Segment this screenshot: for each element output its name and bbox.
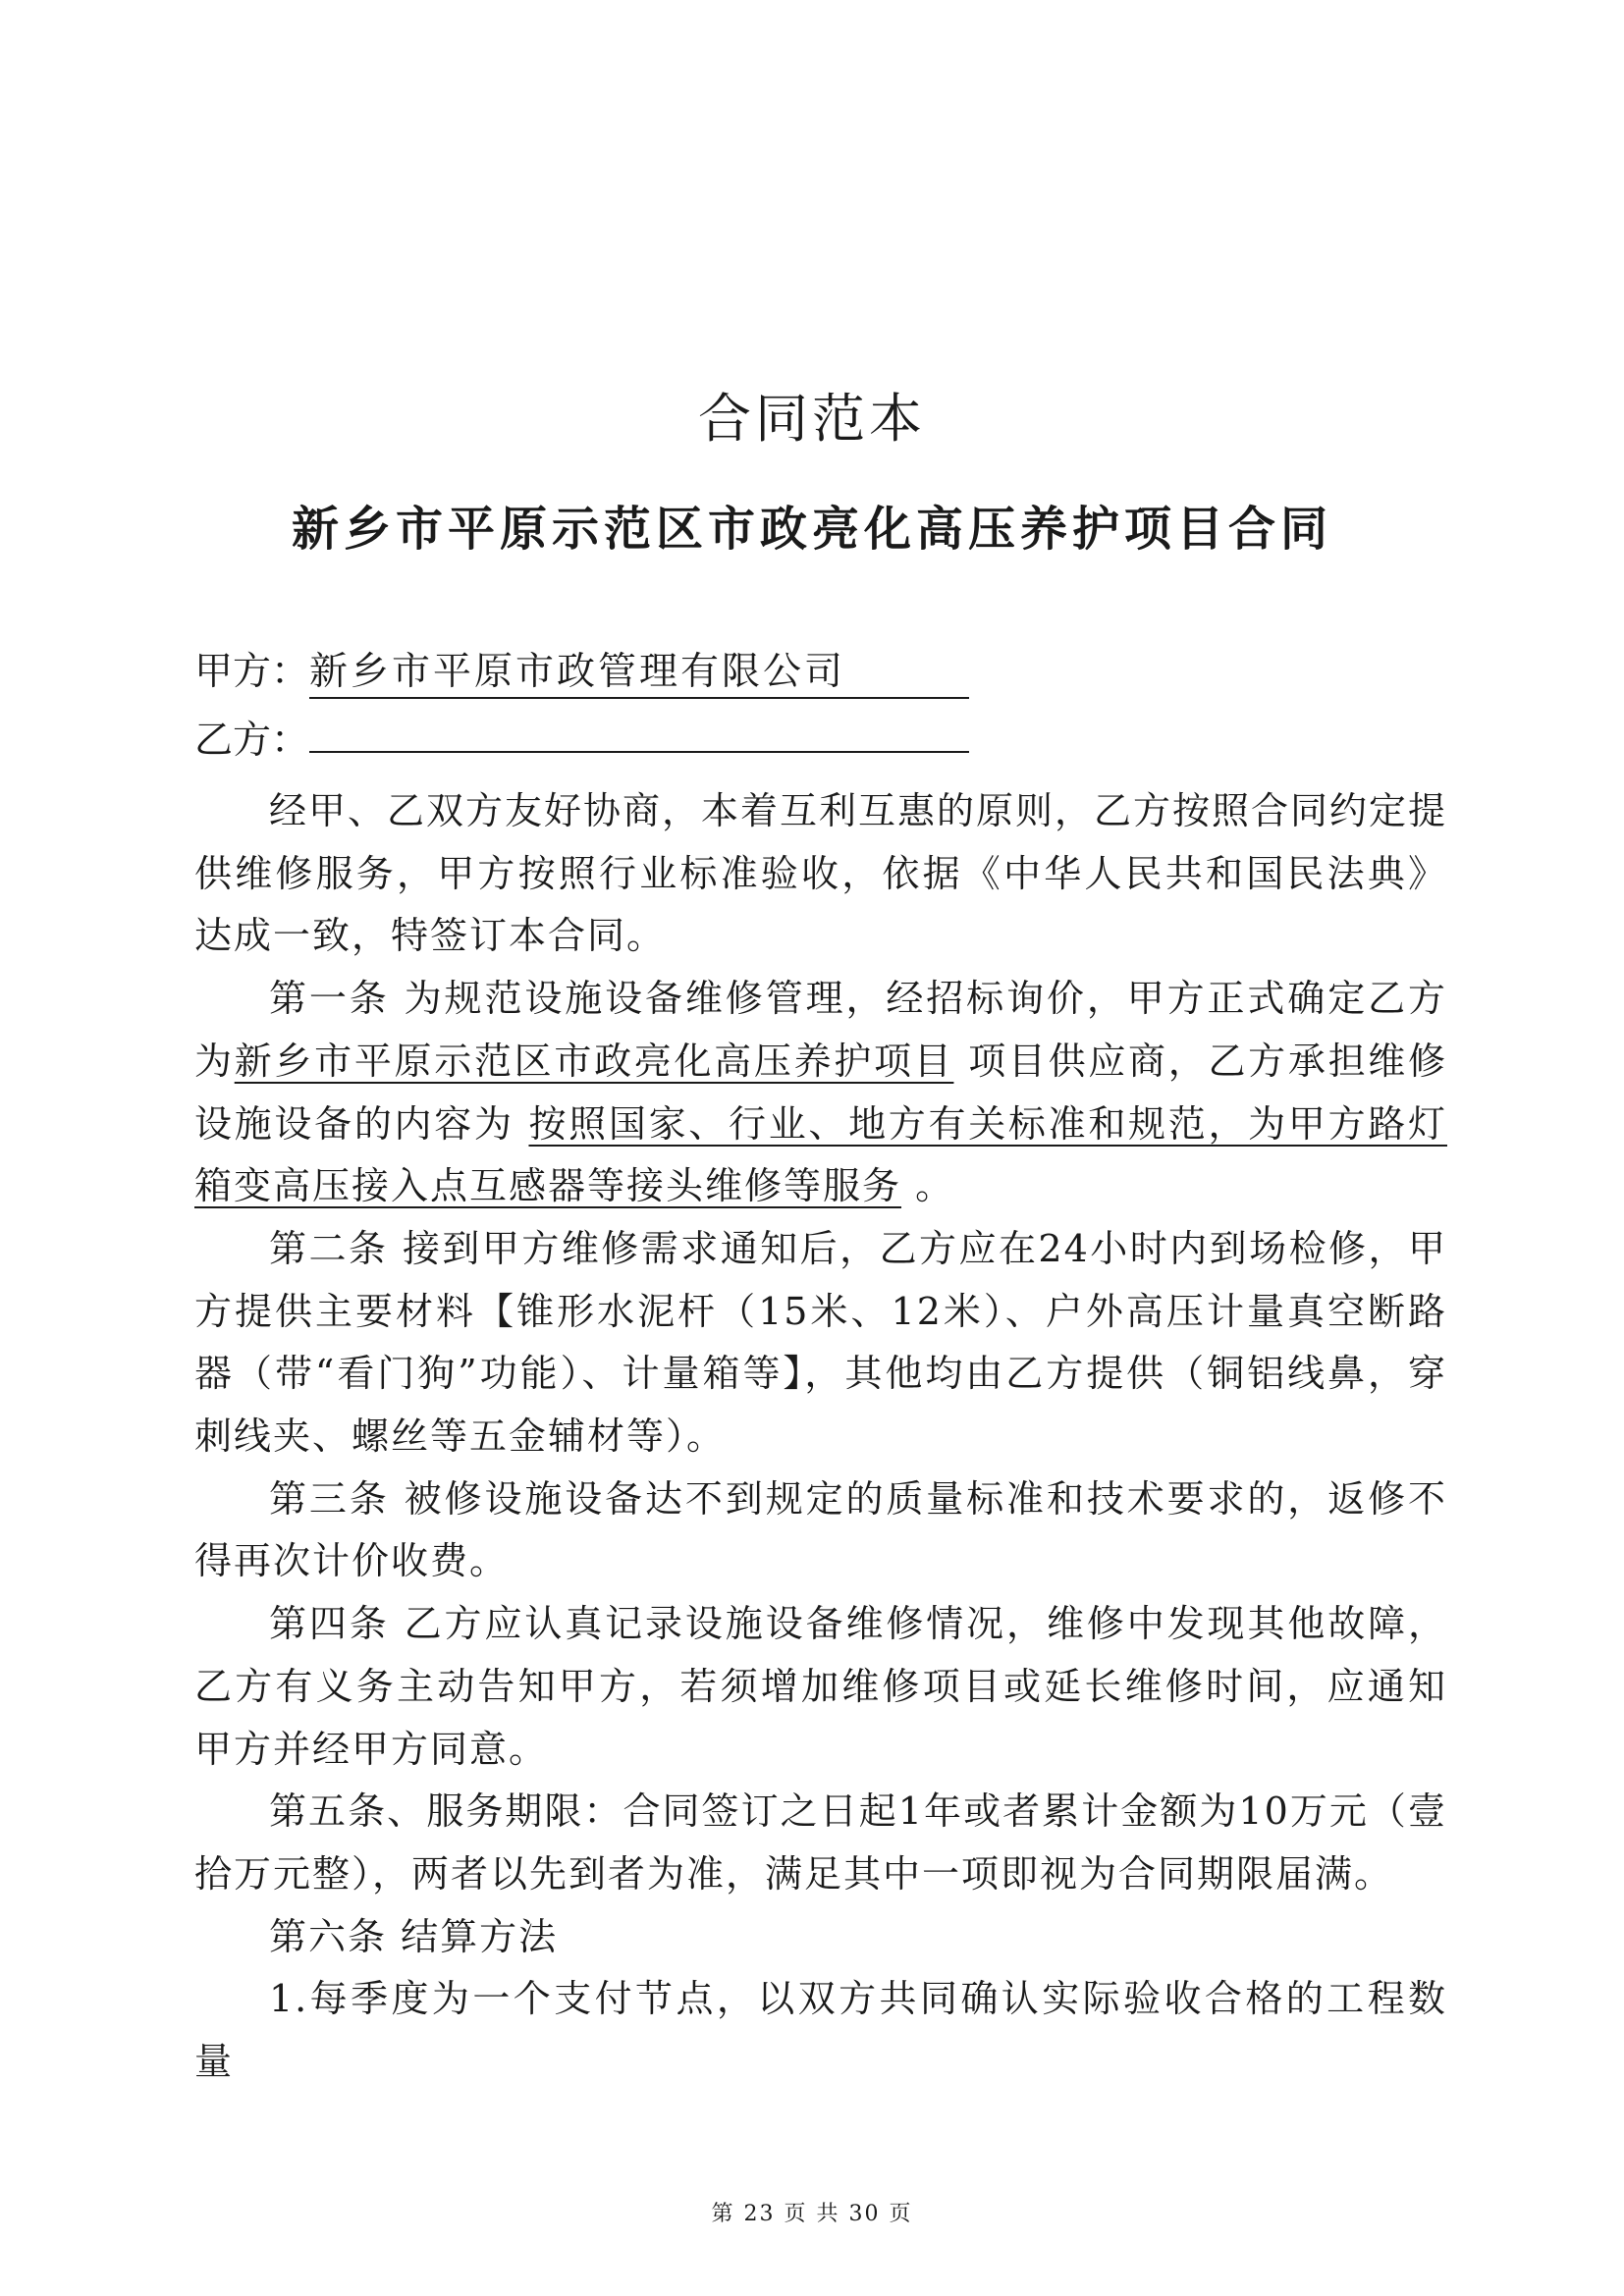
article-1-service-scope: 按照国家、行业、地方有关标准和规范，为甲方路灯箱变高压接入点互感器等接头维修等服务	[194, 1101, 1447, 1208]
contract-title: 新乡市平原示范区市政亮化高压养护项目合同	[291, 502, 1332, 557]
article-6-heading: 第六条 结算方法	[269, 1914, 559, 1958]
article-1-end: 。	[915, 1164, 955, 1208]
article-1-text-a: 第一条 为规范设施设备维修管理，经招标询价，甲方正式确定乙方为	[194, 977, 1447, 1083]
party-a-name: 新乡市平原市政管理有限公司	[309, 648, 969, 699]
article-3: 第三条 被修设施设备达不到规定的质量标准和技术要求的，返修不得再次计价收费。	[194, 1476, 1447, 1583]
article-1-project-name: 新乡市平原示范区市政亮化高压养护项目	[234, 1039, 954, 1083]
document-label: 合同范本	[698, 388, 926, 450]
party-b-name	[309, 751, 969, 753]
article-1-text-b: 项目供应商，乙方承担维修设施设备的内容为	[194, 1039, 1447, 1146]
contract-body	[194, 780, 1447, 2094]
party-a-label: 甲方：	[194, 650, 310, 694]
intro-paragraph: 经甲、乙双方友好协商，本着互利互惠的原则，乙方按照合同约定提供维修服务，甲方按照行业标准验收，依据《中华人民共和国民法典》达成一致，特签订本合同。	[194, 789, 1448, 958]
page-number-footer: 第 23 页 共 30 页	[711, 2202, 913, 2226]
article-4: 第四条 乙方应认真记录设施设备维修情况，维修中发现其他故障，乙方有义务主动告知甲方，若须增加维修项目或延长维修时间，应通知甲方并经甲方同意。	[194, 1602, 1447, 1771]
article-1	[194, 968, 1447, 1218]
party-b-line	[194, 712, 969, 771]
article-2: 第二条 接到甲方维修需求通知后，乙方应在24小时内到场检修，甲方提供主要材料【锥形水泥杆（15米、12米）、户外高压计量真空断路器（带“看门狗”功能）、计量箱等】，其他均由乙方提供（铜铝线鼻，穿刺线夹、螺丝等五金辅材等）。	[194, 1226, 1447, 1459]
party-a-line	[194, 643, 969, 702]
article-5: 第五条、服务期限：合同签订之日起1年或者累计金额为10万元（壹拾万元整），两者以先到者为准，满足其中一项即视为合同期限届满。	[194, 1789, 1447, 1896]
article-6-item-1: 1.每季度为一个支付节点，以双方共同确认实际验收合格的工程数量	[194, 1977, 1447, 2084]
party-b-label: 乙方：	[194, 719, 310, 763]
